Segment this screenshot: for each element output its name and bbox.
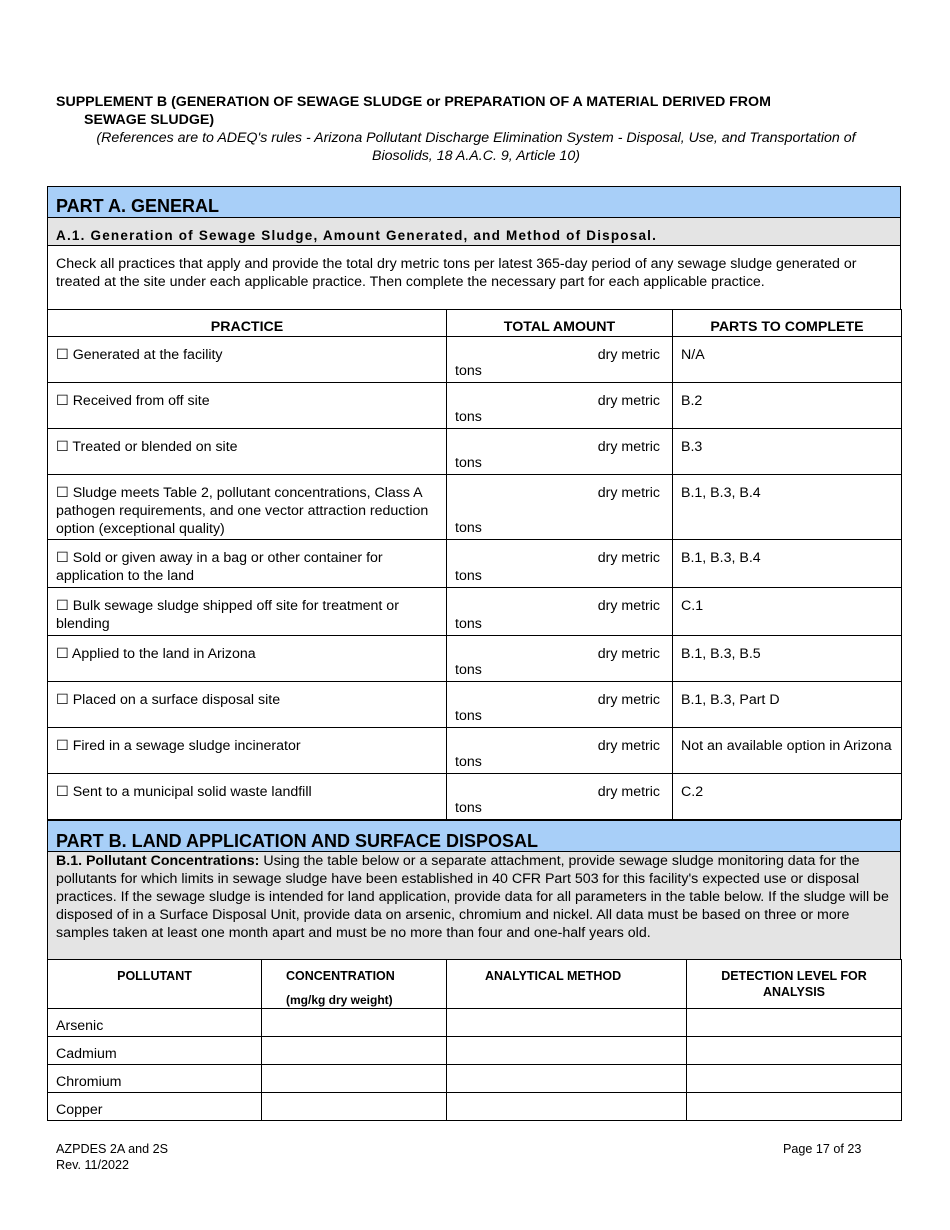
total-amount-cell[interactable] (447, 383, 673, 429)
unit-dry-metric: dry metric (597, 738, 660, 754)
total-amount-cell[interactable] (447, 682, 673, 728)
practice-row (48, 774, 902, 820)
unit-tons: tons (455, 754, 482, 770)
detection-level-input[interactable] (687, 1065, 902, 1093)
pollutant-name: Copper (48, 1093, 262, 1121)
practice-checkbox[interactable]: ☐ (56, 646, 69, 662)
total-amount-cell[interactable] (447, 728, 673, 774)
practice-checkbox[interactable]: ☐ (56, 485, 69, 501)
unit-dry-metric: dry metric (597, 692, 660, 708)
practice-checkbox[interactable]: ☐ (56, 393, 69, 409)
practice-checkbox[interactable]: ☐ (56, 738, 69, 754)
column-header-total-amount: TOTAL AMOUNT (447, 310, 673, 337)
part-a-instructions: Check all practices that apply and provide the total dry metric tons per latest 365-day period of any sewage sludge generated or treated at the site under each applicable practice. Then complete the necessary part for each applicable practice. (47, 245, 901, 310)
concentration-unit: (mg/kg dry weight) (286, 993, 393, 1007)
total-amount-cell[interactable] (447, 636, 673, 682)
unit-dry-metric: dry metric (597, 646, 660, 662)
column-header-analytical-method: ANALYTICAL METHOD (447, 960, 687, 1009)
detection-level-input[interactable] (687, 1009, 902, 1037)
detection-level-input[interactable] (687, 1037, 902, 1065)
practice-label: Bulk sewage sludge shipped off site for treatment or blending (56, 598, 399, 632)
practice-cell (48, 337, 447, 383)
practice-row (48, 429, 902, 475)
concentration-input[interactable] (262, 1093, 447, 1121)
unit-tons: tons (455, 455, 482, 471)
parts-to-complete-cell: C.1 (673, 588, 902, 636)
practice-row (48, 337, 902, 383)
total-amount-cell[interactable] (447, 588, 673, 636)
pollutant-table (47, 959, 902, 1121)
unit-dry-metric: dry metric (597, 393, 660, 409)
practice-cell (48, 588, 447, 636)
analytical-method-input[interactable] (447, 1093, 687, 1121)
practice-label: Fired in a sewage sludge incinerator (72, 738, 301, 754)
practice-label: Sold or given away in a bag or other container for application to the land (56, 550, 383, 584)
concentration-input[interactable] (262, 1009, 447, 1037)
total-amount-cell[interactable] (447, 429, 673, 475)
footer-form-info (56, 1141, 168, 1173)
pollutant-name: Cadmium (48, 1037, 262, 1065)
practice-label: Received from off site (72, 393, 210, 409)
practice-label: Sent to a municipal solid waste landfill (72, 784, 312, 800)
column-header-concentration: CONCENTRATION (mg/kg dry weight) (262, 960, 447, 1009)
practice-table (47, 309, 902, 820)
unit-tons: tons (455, 800, 482, 816)
pollutant-row (48, 1093, 902, 1121)
practice-label: Generated at the facility (72, 347, 223, 363)
unit-dry-metric: dry metric (597, 598, 660, 614)
supplement-title: SUPPLEMENT B (GENERATION OF SEWAGE SLUDGE or PREPARATION OF A MATERIAL DERIVED FROM SEWAGE SLUDGE) (56, 94, 771, 128)
practice-row (48, 475, 902, 540)
column-header-pollutant: POLLUTANT (48, 960, 262, 1009)
practice-cell (48, 728, 447, 774)
section-b1-instructions (47, 851, 901, 960)
practice-row (48, 728, 902, 774)
pollutant-name: Chromium (48, 1065, 262, 1093)
detection-level-input[interactable] (687, 1093, 902, 1121)
column-header-practice: PRACTICE (48, 310, 447, 337)
concentration-input[interactable] (262, 1037, 447, 1065)
practice-label: Treated or blended on site (72, 439, 238, 455)
practice-label: Placed on a surface disposal site (72, 692, 281, 708)
parts-to-complete-cell: B.1, B.3, Part D (673, 682, 902, 728)
unit-tons: tons (455, 662, 482, 678)
pollutant-row (48, 1065, 902, 1093)
parts-to-complete-cell: B.1, B.3, B.4 (673, 475, 902, 540)
column-header-parts: PARTS TO COMPLETE (673, 310, 902, 337)
parts-to-complete-cell: B.2 (673, 383, 902, 429)
part-b-heading: PART B. LAND APPLICATION AND SURFACE DISPOSAL (47, 820, 901, 852)
total-amount-cell[interactable] (447, 774, 673, 820)
practice-checkbox[interactable]: ☐ (56, 692, 69, 708)
supplement-subtitle: (References are to ADEQ's rules - Arizona Pollutant Discharge Elimination System - Disposal, Use, and Transportation of Biosolids, 18 A.A.C. 9, Article 10) (96, 130, 856, 164)
practice-row (48, 636, 902, 682)
parts-to-complete-cell: B.3 (673, 429, 902, 475)
total-amount-cell[interactable] (447, 540, 673, 588)
pollutant-row (48, 1009, 902, 1037)
parts-to-complete-cell: C.2 (673, 774, 902, 820)
practice-checkbox[interactable]: ☐ (56, 550, 69, 566)
document-header (56, 93, 896, 165)
practice-cell (48, 475, 447, 540)
practice-cell (48, 682, 447, 728)
total-amount-cell[interactable] (447, 337, 673, 383)
pollutant-name: Arsenic (48, 1009, 262, 1037)
column-header-detection-level: DETECTION LEVEL FOR ANALYSIS (687, 960, 902, 1009)
footer-page-number: Page 17 of 23 (783, 1142, 862, 1156)
section-a1-heading: A.1. Generation of Sewage Sludge, Amount Generated, and Method of Disposal. (47, 217, 901, 246)
practice-row (48, 588, 902, 636)
practice-cell (48, 540, 447, 588)
concentration-input[interactable] (262, 1065, 447, 1093)
unit-tons: tons (455, 708, 482, 724)
unit-dry-metric: dry metric (597, 784, 660, 800)
section-b1-label: B.1. Pollutant Concentrations: (56, 853, 260, 869)
practice-cell (48, 429, 447, 475)
practice-checkbox[interactable]: ☐ (56, 784, 69, 800)
unit-tons: tons (455, 363, 482, 379)
parts-to-complete-cell: N/A (673, 337, 902, 383)
footer-form-id: AZPDES 2A and 2S (56, 1142, 169, 1156)
analytical-method-input[interactable] (447, 1009, 687, 1037)
footer-revision: Rev. 11/2022 (56, 1158, 130, 1172)
practice-row (48, 383, 902, 429)
total-amount-cell[interactable] (447, 475, 673, 540)
practice-label: Applied to the land in Arizona (71, 646, 256, 662)
parts-to-complete-cell: B.1, B.3, B.5 (673, 636, 902, 682)
section-b1-text: Using the table below or a separate attachment, provide sewage sludge monitoring data for the pollutants for which limits in sewage sludge have been established in 40 CFR Part 503 for this facility's expected use or disposal practices. If the sewage sludge is intended for land application, provide data for all parameters in the table below. If the sludge will be disposed of in a Surface Disposal Unit, provide data on arsenic, chromium and nickel. All data must be based on three or more samples taken at least one month apart and must be no more than four and one-half years old. (56, 853, 889, 941)
unit-tons: tons (455, 520, 482, 536)
practice-checkbox[interactable]: ☐ (56, 598, 69, 614)
pollutant-row (48, 1037, 902, 1065)
analytical-method-input[interactable] (447, 1065, 687, 1093)
practice-cell (48, 383, 447, 429)
unit-dry-metric: dry metric (597, 485, 660, 501)
unit-dry-metric: dry metric (597, 550, 660, 566)
unit-tons: tons (455, 568, 482, 584)
parts-to-complete-cell: B.1, B.3, B.4 (673, 540, 902, 588)
unit-tons: tons (455, 616, 482, 632)
practice-checkbox[interactable]: ☐ (56, 439, 69, 455)
practice-row (48, 682, 902, 728)
practice-cell (48, 774, 447, 820)
practice-row (48, 540, 902, 588)
practice-checkbox[interactable]: ☐ (56, 347, 69, 363)
analytical-method-input[interactable] (447, 1037, 687, 1065)
parts-to-complete-cell: Not an available option in Arizona (673, 728, 902, 774)
unit-dry-metric: dry metric (597, 347, 660, 363)
practice-label: Sludge meets Table 2, pollutant concentrations, Class A pathogen requirements, and one vector attraction reduction option (exceptional quality) (56, 485, 429, 537)
part-a-heading: PART A. GENERAL (47, 186, 901, 218)
unit-dry-metric: dry metric (597, 439, 660, 455)
practice-cell (48, 636, 447, 682)
unit-tons: tons (455, 409, 482, 425)
